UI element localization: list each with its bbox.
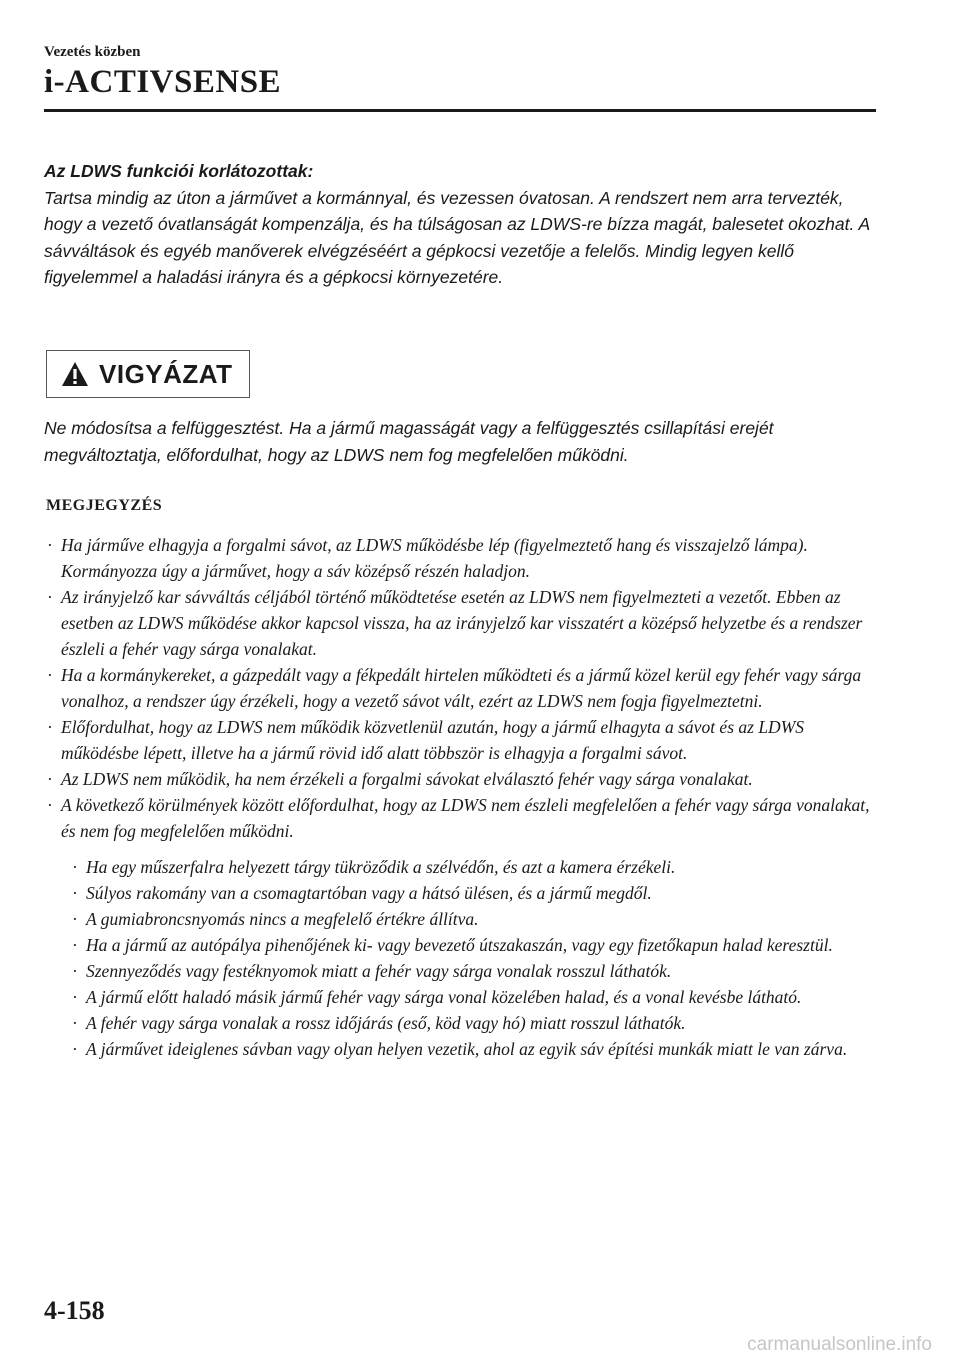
section-label: Vezetés közben — [44, 44, 141, 60]
note-item-text: Ha járműve elhagyja a forgalmi sávot, az LDWS működésbe lép (figyelmeztető hang és visszajelző lámpa). Kormányozza úgy a járművet, hogy a sáv középső részén haladjon. — [61, 535, 808, 581]
header-rule — [44, 109, 876, 112]
note-subitem — [44, 958, 884, 984]
note-subitem — [44, 1036, 884, 1062]
note-item — [44, 792, 884, 844]
bullet-dot: · — [47, 795, 53, 815]
note-subitem-text: A járművet ideiglenes sávban vagy olyan helyen vezetik, ahol az egyik sáv építési munkák miatt le van zárva. — [86, 1039, 848, 1059]
note-subitem — [44, 880, 884, 906]
bullet-dot: · — [72, 961, 78, 981]
note-item-text: Az LDWS nem működik, ha nem érzékeli a forgalmi sávokat elválasztó fehér vagy sárga vonalakat. — [61, 769, 753, 789]
note-item — [44, 766, 884, 792]
note-sublist — [44, 854, 884, 1062]
note-title: MEGJEGYZÉS — [46, 497, 163, 514]
note-subitem-text: A gumiabroncsnyomás nincs a megfelelő értékre állítva. — [86, 909, 479, 929]
note-item — [44, 714, 884, 766]
bullet-dot: · — [72, 935, 78, 955]
bullet-dot: · — [72, 909, 78, 929]
bullet-dot: · — [72, 857, 78, 877]
bullet-dot: · — [47, 665, 53, 685]
limitations-block — [44, 158, 876, 291]
chapter-title: i-ACTIVSENSE — [44, 64, 282, 100]
note-item — [44, 532, 884, 584]
note-subitem — [44, 932, 884, 958]
note-subitem — [44, 906, 884, 932]
note-subitem-text: Ha egy műszerfalra helyezett tárgy tükröződik a szélvédőn, és azt a kamera érzékeli. — [86, 857, 676, 877]
note-subitem — [44, 1010, 884, 1036]
watermark: carmanualsonline.info — [747, 1334, 932, 1355]
bullet-dot: · — [72, 1013, 78, 1033]
note-subitem-text: A jármű előtt haladó másik jármű fehér vagy sárga vonal közelében halad, és a vonal kevésbe látható. — [86, 987, 802, 1007]
bullet-dot: · — [72, 883, 78, 903]
caution-label: VIGYÁZAT — [99, 358, 233, 389]
limitations-text: Tartsa mindig az úton a járművet a kormánnyal, és vezessen óvatosan. A rendszert nem arra tervezték, hogy a vezető óvatlanságát kompenzálja, és ha túlságosan az LDWS-re bízza magát, balesetet okozhat. A sávváltások és egyéb manőverek elvégzéséért a gépkocsi vezetője a felelős. Mindig legyen kellő figyelemmel a haladási irányra és a gépkocsi környezetére. — [44, 187, 870, 287]
note-item-text: A következő körülmények között előfordulhat, hogy az LDWS nem észleli megfelelően a fehér vagy sárga vonalakat, és nem fog megfelelően működni. — [61, 795, 870, 841]
limitations-heading: Az LDWS funkciói korlátozottak: — [44, 161, 314, 181]
note-item — [44, 662, 884, 714]
page-number: 4-158 — [44, 1296, 105, 1325]
note-subitem-text: Ha a jármű az autópálya pihenőjének ki- vagy bevezető útszakaszán, vagy egy fizetőkapun halad keresztül. — [86, 935, 833, 955]
note-subitem — [44, 984, 884, 1010]
note-subitem — [44, 854, 884, 880]
bullet-dot: · — [72, 987, 78, 1007]
bullet-dot: · — [47, 769, 53, 789]
note-item-text: Előfordulhat, hogy az LDWS nem működik közvetlenül azután, hogy a jármű elhagyta a sávot és az LDWS működésbe lépett, illetve ha a jármű rövid idő alatt többször is elhagyja a forgalmi sávot. — [61, 717, 805, 763]
bullet-dot: · — [47, 535, 53, 555]
bullet-dot: · — [47, 587, 53, 607]
note-subitem-text: Szennyeződés vagy festéknyomok miatt a fehér vagy sárga vonalak rosszul láthatók. — [86, 961, 672, 981]
note-item-text: Az irányjelző kar sávváltás céljából történő működtetése esetén az LDWS nem figyelmezteti a vezetőt. Ebben az esetben az LDWS működése akkor kapcsol vissza, ha az irányjelző kar visszatért a középső helyzetbe és a rendszer észleli a fehér vagy sárga vonalakat. — [61, 587, 863, 659]
caution-text: Ne módosítsa a felfüggesztést. Ha a jármű magasságát vagy a felfüggesztés csillapítási erejét megváltoztatja, előfordulhat, hogy az LDWS nem fog megfelelően működni. — [44, 418, 774, 465]
bullet-dot: · — [72, 1039, 78, 1059]
caution-box — [46, 350, 250, 398]
note-subitem-text: Súlyos rakomány van a csomagtartóban vagy a hátsó ülésen, és a jármű megdől. — [86, 883, 652, 903]
note-item — [44, 584, 884, 662]
note-subitem-text: A fehér vagy sárga vonalak a rossz időjárás (eső, köd vagy hó) miatt rosszul láthatók. — [86, 1013, 686, 1033]
note-item-text: Ha a kormánykereket, a gázpedált vagy a fékpedált hirtelen működteti és a jármű közel kerül egy fehér vagy sárga vonalhoz, a rendszer úgy érzékeli, hogy a vezető sávot vált, ezért az LDWS nem fogja figyelmeztetni. — [61, 665, 862, 711]
warning-triangle-icon — [61, 361, 89, 387]
bullet-dot: · — [47, 717, 53, 737]
note-list — [44, 532, 884, 1062]
